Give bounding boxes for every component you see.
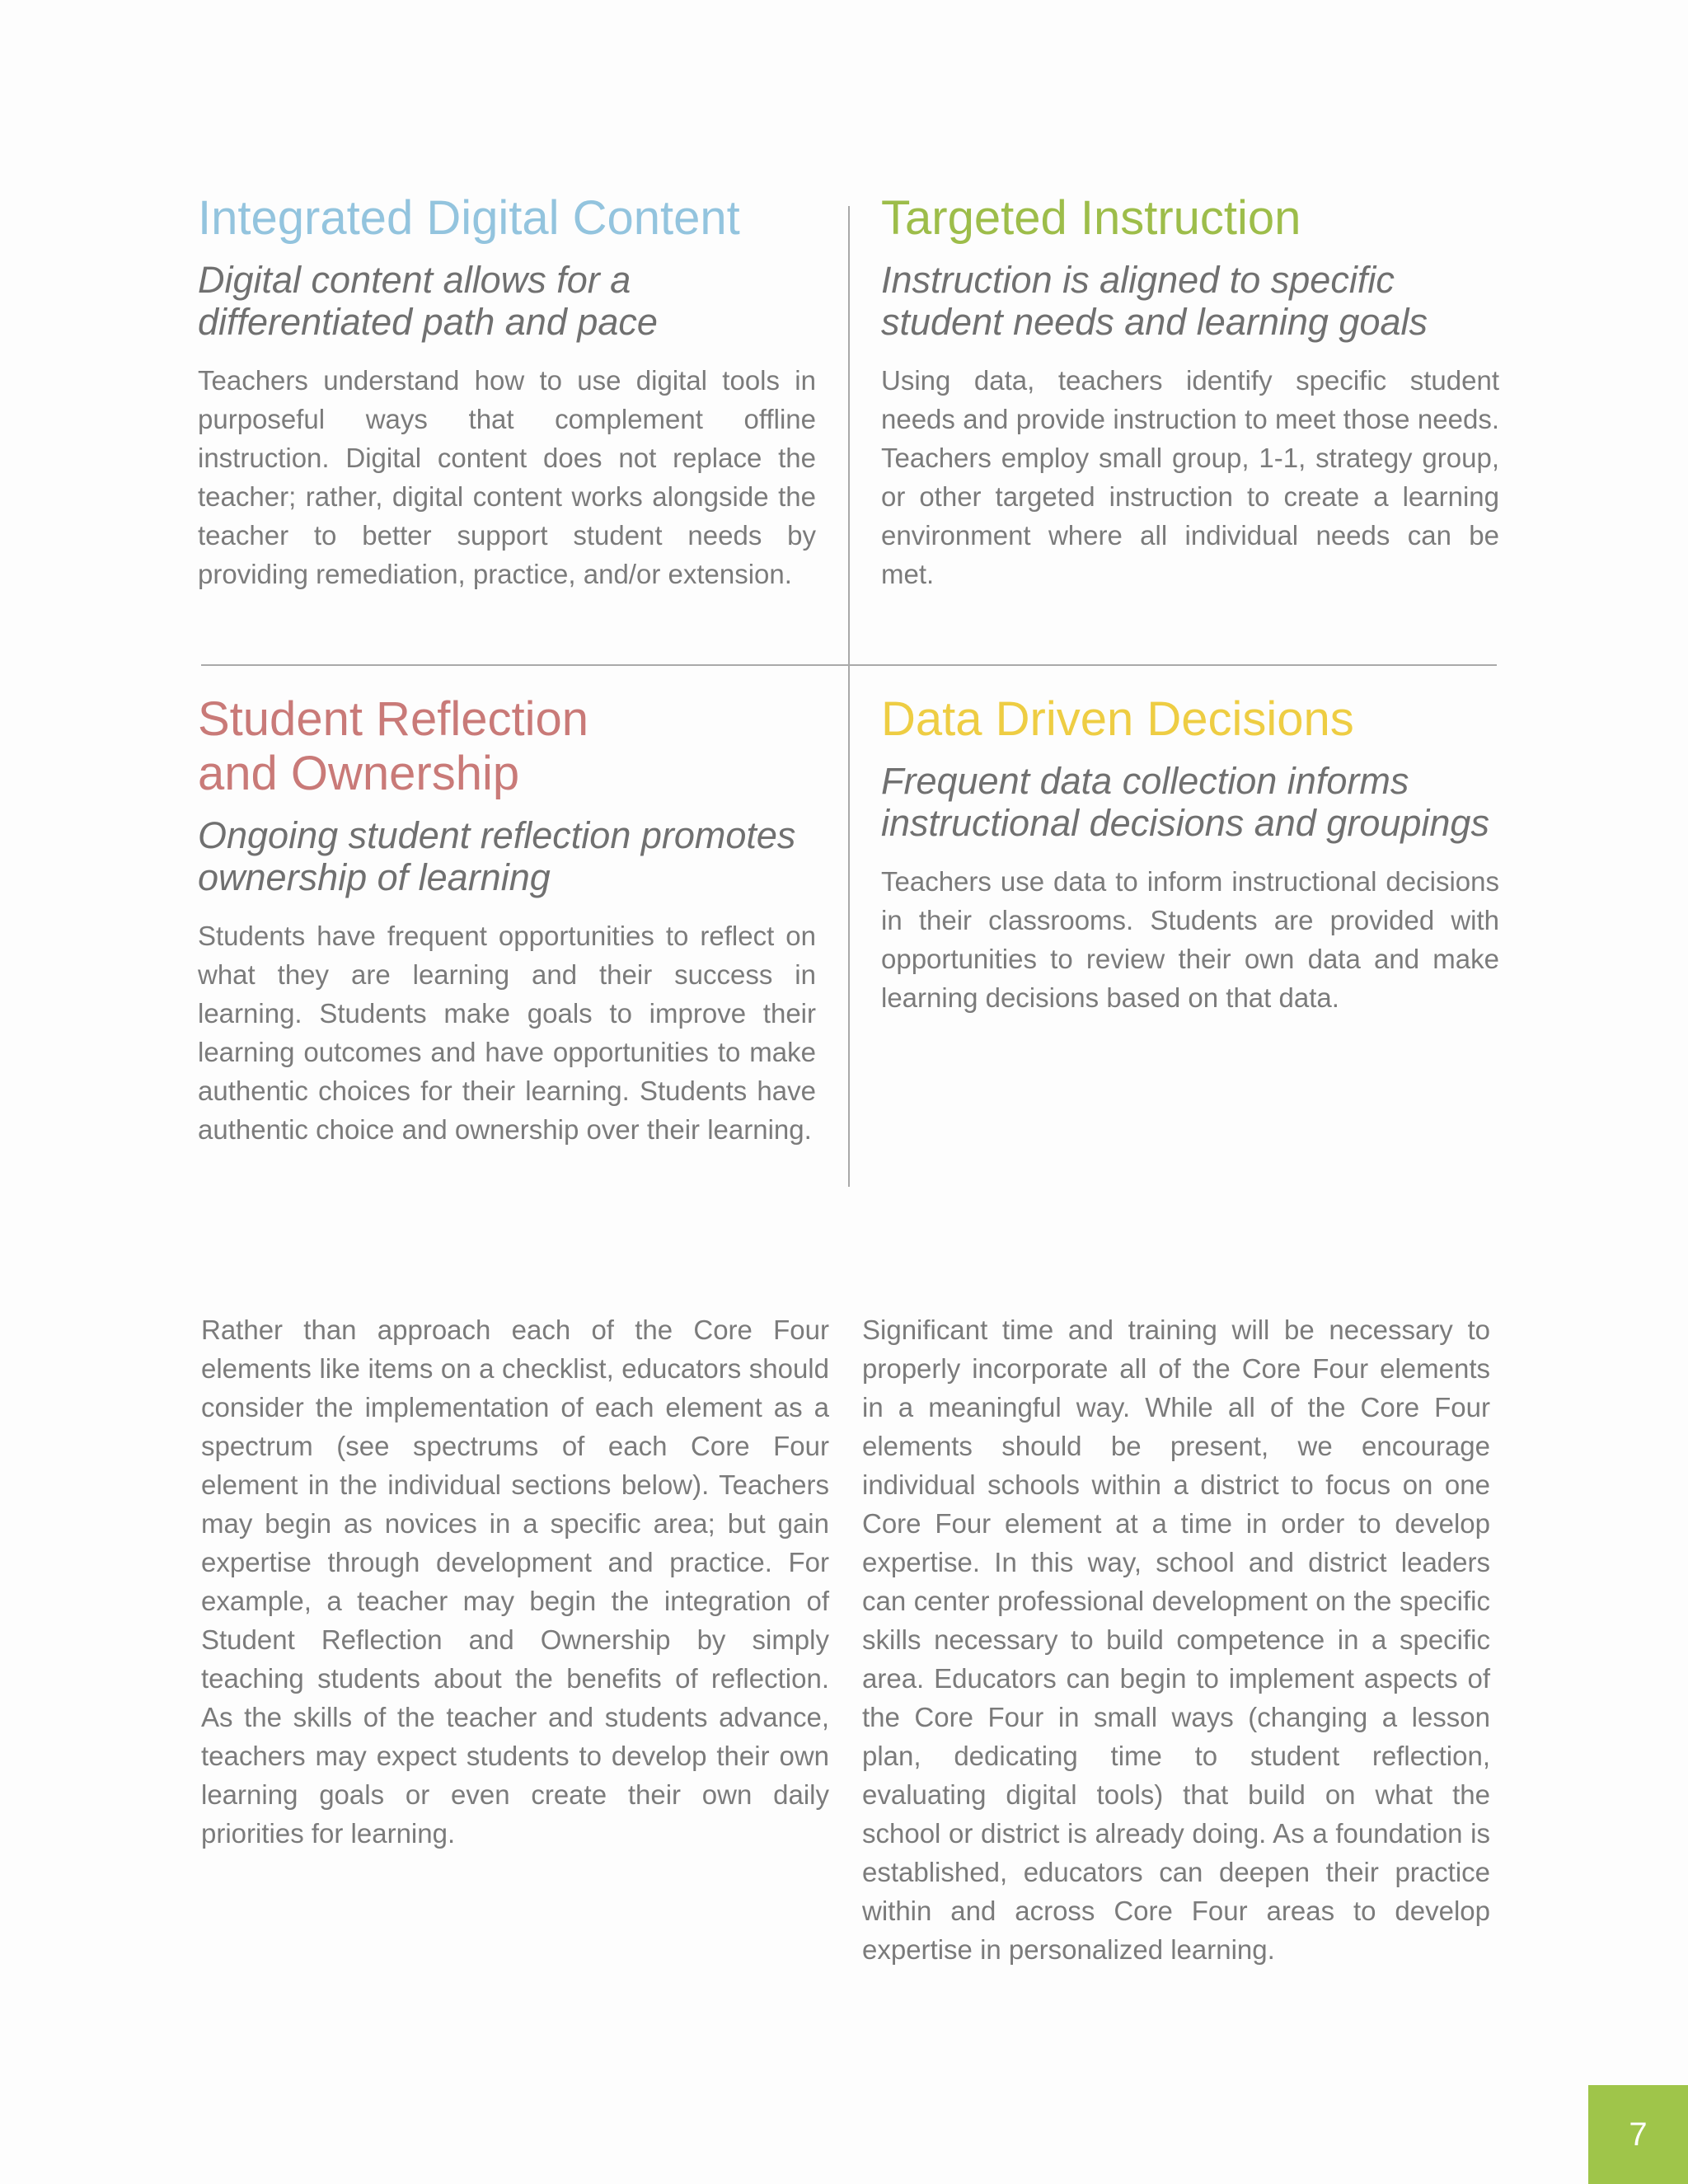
student-reflection-subtitle: Ongoing student reflection promotes ownership of learning [198, 814, 796, 898]
integrated-digital-content-subtitle: Digital content allows for a differentiated path and pace [198, 259, 658, 343]
data-driven-decisions-body: Teachers use data to inform instructional decisions in their classrooms. Students are provided with opportunities to review their own data and make learning decisions based on that data. [881, 866, 1499, 1013]
targeted-instruction-subtitle: Instruction is aligned to specific student needs and learning goals [881, 259, 1428, 343]
student-reflection-title-line2: and Ownership [198, 747, 520, 800]
student-reflection-title-line1: Student Reflection [198, 692, 588, 746]
integrated-digital-content-title: Integrated Digital Content [198, 191, 740, 245]
data-driven-decisions-title: Data Driven Decisions [881, 692, 1354, 746]
quadrant-data-driven-decisions [881, 692, 1499, 1017]
integrated-digital-content-body: Teachers understand how to use digital tools in purposeful ways that complement offline instruction. Digital content does not replace the teacher; rather, digital content works alongside the teacher to better support student needs by providing remediation, practice, and/or extension. [198, 365, 816, 589]
student-reflection-title [198, 692, 816, 801]
targeted-instruction-title: Targeted Instruction [881, 191, 1301, 245]
quadrant-integrated-digital-content [198, 191, 816, 593]
student-reflection-body: Students have frequent opportunities to reflect on what they are learning and their success in learning. Students make goals to improve their learning outcomes and have opportunities to make authentic choices for their learning. Students have authentic choice and ownership over their learning. [198, 921, 816, 1145]
body-column-left: Rather than approach each of the Core Four elements like items on a checklist, educators should consider the implementation of each element as a spectrum (see spectrums of each Core Four element in the individual sections below). Teachers may begin as novices in a specific area; but gain expertise through development and practice. For example, a teacher may begin the integration of Student Reflection and Ownership by simply teaching students about the benefits of reflection. As the skills of the teacher and students advance, teachers may expect students to develop their own learning goals or even create their own daily priorities for learning. [201, 1315, 829, 1849]
page-number-badge [1588, 2085, 1688, 2184]
targeted-instruction-body: Using data, teachers identify specific student needs and provide instruction to meet those needs. Teachers employ small group, 1-1, strategy group, or other targeted instruction to create a learning environment where all individual needs can be met. [881, 365, 1499, 589]
horizontal-divider [201, 664, 1497, 666]
quadrant-targeted-instruction [881, 191, 1499, 593]
vertical-divider [848, 206, 850, 1187]
body-column-right: Significant time and training will be necessary to properly incorporate all of the Core Four elements in a meaningful way. While all of the Core Four elements should be present, we encourage individual schools within a district to focus on one Core Four element at a time in order to develop expertise. In this way, school and district leaders can center professional development on the specific skills necessary to build competence in a specific area. Educators can begin to implement aspects of the Core Four in small ways (changing a lesson plan, dedicating time to student reflection, evaluating digital tools) that build on what the school or district is already doing. As a foundation is established, educators can deepen their practice within and across Core Four areas to develop expertise in personalized learning. [862, 1315, 1490, 1965]
data-driven-decisions-subtitle: Frequent data collection informs instructional decisions and groupings [881, 760, 1489, 844]
page-number: 7 [1629, 2116, 1648, 2153]
quadrant-student-reflection [198, 692, 816, 1149]
